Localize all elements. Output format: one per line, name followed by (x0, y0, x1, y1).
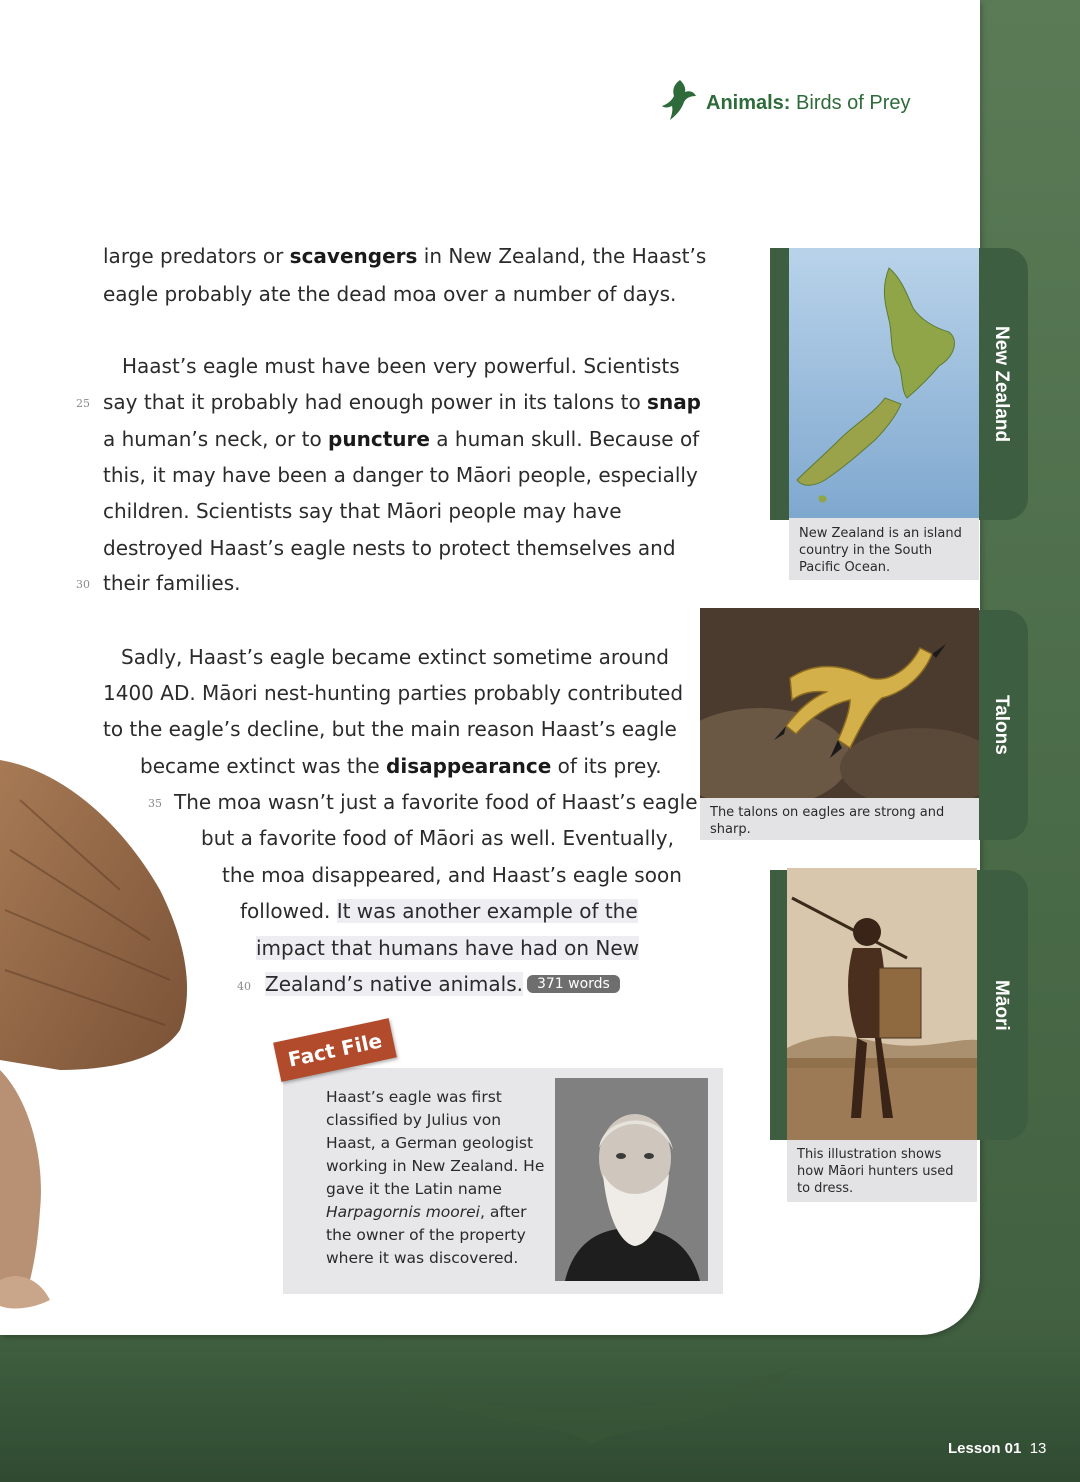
body-line: Haast’s eagle must have been very powerful. Scientists (122, 354, 680, 378)
julius-von-haast-portrait (555, 1078, 708, 1281)
body-line: large predators or scavengers in New Zealand, the Haast’s (103, 244, 707, 268)
fact-file-text: Haast’s eagle was first classified by Julius von Haast, a German geologist working in New Zealand. He gave it the Latin name Harpagornis moorei, after the owner of the property where it was discovered. (326, 1088, 545, 1267)
talons-photo (700, 608, 979, 798)
body-line: became extinct was the disappearance of its prey. (140, 754, 662, 778)
map-caption: New Zealand is an island country in the South Pacific Ocean. (799, 526, 962, 575)
body-line: eagle probably ate the dead moa over a number of days. (103, 282, 677, 306)
line-number: 30 (76, 578, 90, 591)
eagle-icon (660, 78, 698, 122)
body-line: 1400 AD. Māori nest-hunting parties probably contributed (103, 681, 684, 705)
page-footer: Lesson 01 13 (948, 1440, 1047, 1457)
map-card (789, 248, 979, 580)
section-title: Animals: Birds of Prey (706, 92, 911, 114)
moa-illustration (0, 740, 200, 1320)
talons-caption: The talons on eagles are strong and sharp. (710, 805, 945, 837)
maori-card (787, 868, 977, 1202)
fact-file-tag: Fact File (273, 1018, 397, 1082)
tab-label: Talons (991, 695, 1012, 755)
body-line: Zealand’s native animals. 371 words (265, 972, 620, 996)
body-line: Sadly, Haast’s eagle became extinct sometime around (121, 645, 669, 669)
tab-label: Māori (991, 979, 1012, 1031)
body-line: impact that humans have had on New (256, 936, 640, 960)
body-line: the moa disappeared, and Haast’s eagle soon (222, 863, 682, 887)
body-line: to the eagle’s decline, but the main reason Haast’s eagle (103, 717, 677, 741)
line-number: 35 (148, 797, 162, 810)
maori-hunter-illustration (787, 868, 977, 1140)
body-line: followed. It was another example of the (240, 899, 638, 923)
body-line: a human’s neck, or to puncture a human skull. Because of (103, 427, 700, 451)
body-line: but a favorite food of Māori as well. Eventually, (201, 826, 674, 850)
body-line: children. Scientists say that Māori people may have (103, 499, 622, 523)
body-line: say that it probably had enough power in its talons to snap (103, 390, 702, 414)
page-number: 13 (1029, 1440, 1047, 1457)
tab-label: New Zealand (991, 325, 1012, 443)
body-line: this, it may have been a danger to Māori people, especially (103, 463, 698, 487)
line-number: 40 (237, 980, 251, 993)
body-line: their families. (103, 571, 241, 595)
line-number: 25 (76, 397, 90, 410)
new-zealand-map (789, 248, 979, 518)
word-count-badge: 371 words (527, 975, 620, 993)
body-line: destroyed Haast’s eagle nests to protect themselves and (103, 536, 676, 560)
body-line: The moa wasn’t just a favorite food of Haast’s eagle (174, 790, 698, 814)
talons-card (700, 608, 979, 840)
maori-caption: This illustration shows how Māori hunters used to dress. (797, 1147, 954, 1196)
flying-bird-silhouette (390, 1345, 810, 1455)
